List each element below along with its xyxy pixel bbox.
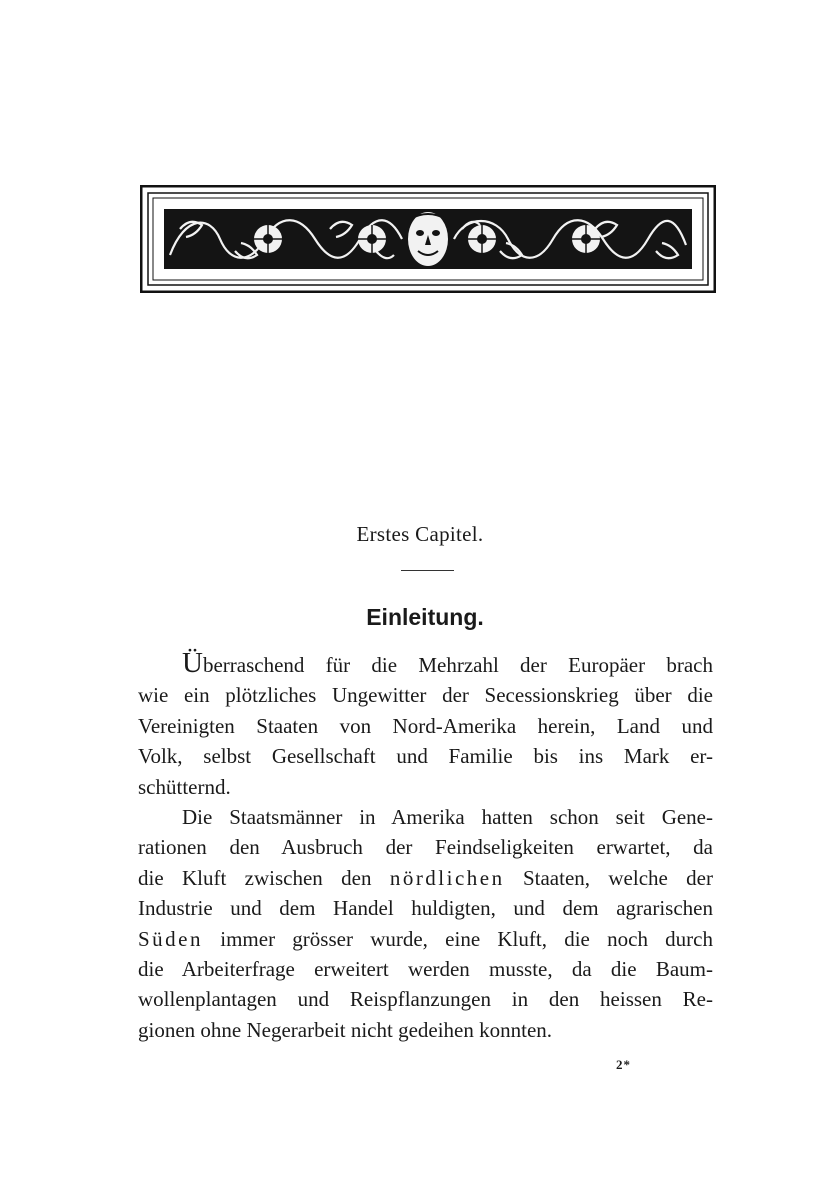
text-line: die Arbeiterfrage erweitert werden musste, da die Baum-: [138, 957, 713, 982]
text-line: Süden immer grösser wurde, eine Kluft, die noch durch: [138, 926, 713, 951]
body-text: [138, 647, 713, 1045]
section-divider: [401, 570, 454, 571]
chapter-heading: Erstes Capitel.: [356, 522, 484, 546]
text-line: wie ein plötzliches Ungewitter der Secessionskrieg über die: [138, 683, 713, 708]
text-line: wollenplantagen und Reispflanzungen in den heissen Re-: [138, 987, 713, 1012]
text-line: gionen ohne Negerarbeit nicht gedeihen konnten.: [138, 1017, 553, 1042]
text-line: Überraschend für die Mehrzahl der Europäer brach: [182, 647, 713, 679]
ornamental-headpiece: [140, 185, 716, 293]
text-line: Volk, selbst Gesellschaft und Familie bis ins Mark er-: [138, 744, 713, 769]
printer-signature: 2*: [616, 1057, 631, 1072]
spaced-word: nördlichen: [389, 865, 505, 890]
mask-face-icon: [408, 212, 448, 266]
text-line: Industrie und dem Handel huldigten, und dem agrarischen: [138, 896, 713, 921]
page-title: Einleitung.: [366, 604, 484, 630]
text-line: schütternd.: [138, 774, 231, 799]
paragraph-2: [138, 802, 713, 1045]
text-line: die Kluft zwischen den nördlichen Staaten, welche der: [138, 865, 713, 890]
drop-cap: Ü: [182, 647, 203, 679]
text-line: rationen den Ausbruch der Feindseligkeiten erwartet, da: [138, 835, 713, 860]
spaced-word: Süden: [138, 926, 203, 951]
paragraph-1: [138, 647, 713, 802]
text-line: Vereinigten Staaten von Nord-Amerika herein, Land und: [138, 713, 713, 738]
text-line: Die Staatsmänner in Amerika hatten schon seit Gene-: [182, 805, 713, 830]
